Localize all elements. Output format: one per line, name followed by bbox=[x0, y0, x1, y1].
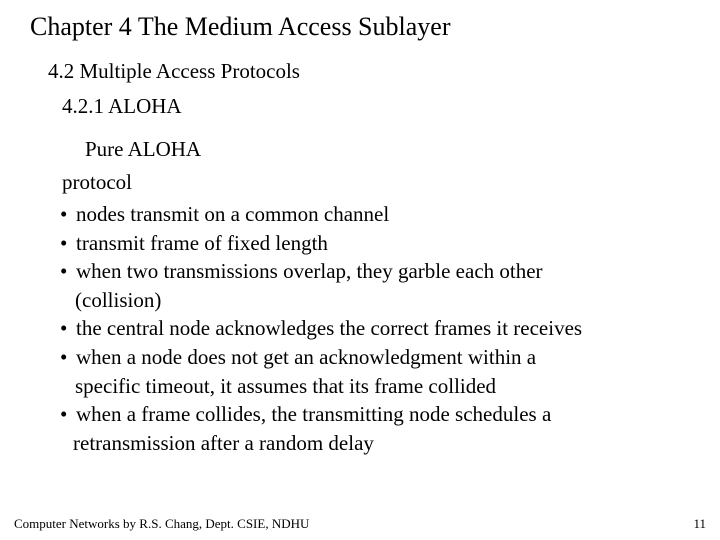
bullet-text: the central node acknowledges the correct frames it receives bbox=[76, 316, 583, 341]
bullet-icon: • bbox=[60, 202, 68, 226]
bullet-continuation: specific timeout, it assumes that its frame collided bbox=[75, 373, 497, 398]
footer-credit: Computer Networks by R.S. Chang, Dept. CSIE, NDHU bbox=[14, 516, 310, 531]
bullet-icon: • bbox=[60, 344, 68, 369]
page-number: 11 bbox=[693, 516, 706, 531]
bullet-icon: • bbox=[60, 230, 68, 255]
chapter-title: Chapter 4 The Medium Access Sublayer bbox=[30, 12, 451, 41]
topic-title: Pure ALOHA bbox=[85, 137, 202, 161]
bullet-item bbox=[60, 229, 582, 258]
bullet-item bbox=[60, 400, 582, 457]
bullet-text: when two transmissions overlap, they garble each other bbox=[76, 259, 543, 284]
bullet-icon: • bbox=[60, 316, 68, 341]
bullet-text: transmit frame of fixed length bbox=[76, 230, 328, 255]
bullet-continuation: retransmission after a random delay bbox=[73, 430, 374, 455]
bullet-list bbox=[60, 200, 582, 457]
subsection-title: 4.2.1 ALOHA bbox=[62, 94, 182, 118]
bullet-text: when a node does not get an acknowledgment within a bbox=[76, 344, 537, 369]
protocol-label: protocol bbox=[62, 170, 132, 194]
bullet-continuation: (collision) bbox=[75, 287, 162, 312]
bullet-text: when a frame collides, the transmitting node schedules a bbox=[76, 402, 552, 427]
bullet-text: nodes transmit on a common channel bbox=[76, 202, 390, 226]
bullet-item bbox=[60, 257, 582, 314]
section-title: 4.2 Multiple Access Protocols bbox=[48, 59, 300, 83]
bullet-item bbox=[60, 314, 582, 343]
bullet-item bbox=[60, 343, 582, 400]
bullet-item bbox=[60, 200, 582, 229]
bullet-icon: • bbox=[60, 402, 68, 427]
bullet-icon: • bbox=[60, 259, 68, 284]
